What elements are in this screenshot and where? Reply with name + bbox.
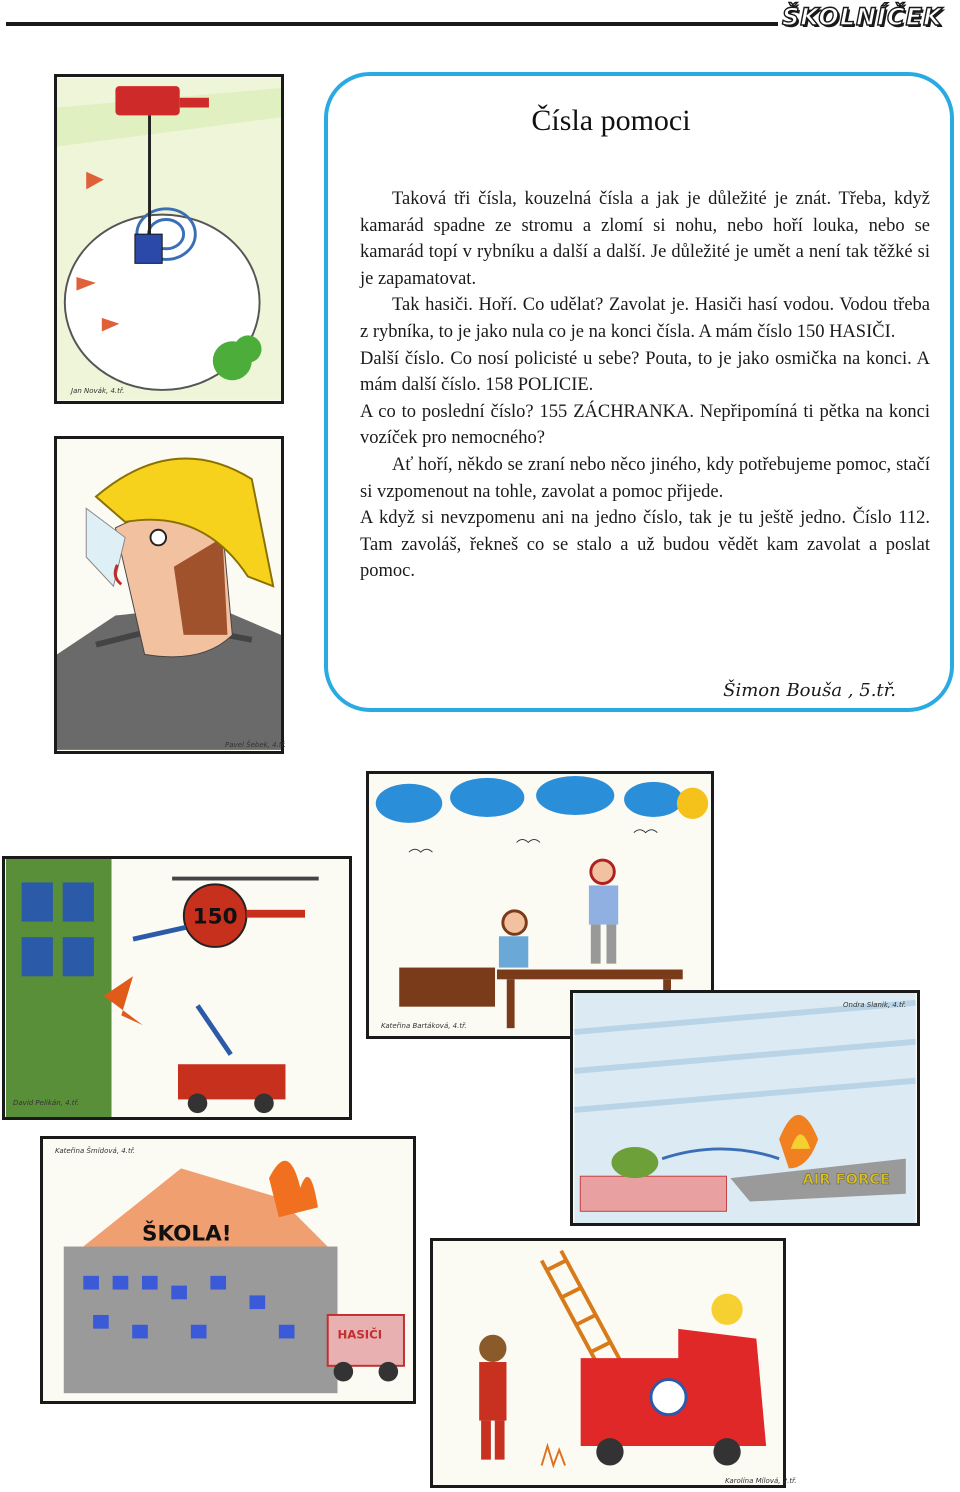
drawing-plane-fire bbox=[570, 990, 920, 1226]
drawing-helicopter-150 bbox=[2, 856, 352, 1120]
drawing-signature: Ondra Slanik, 4.tř. bbox=[843, 1001, 907, 1009]
drawing-signature: Kateřina Bartáková, 4.tř. bbox=[381, 1022, 467, 1030]
drawing-signature: Jan Novák, 4.tř. bbox=[71, 387, 125, 395]
drawing-signature: Kateřina Šmídová, 4.tř. bbox=[55, 1147, 136, 1155]
article-paragraph: Ať hoří, někdo se zraní nebo něco jiného, kdy potřebujeme pomoc, stačí si vzpomenout na tohle, zavolat a pomoc přijede. bbox=[360, 454, 930, 502]
drawing-fire-truck-girl bbox=[430, 1238, 797, 1488]
fire-truck-illustration bbox=[433, 1241, 783, 1485]
masthead-logo: ŠKOLNÍČEK bbox=[782, 3, 943, 31]
article-title: Čísla pomoci bbox=[531, 104, 691, 137]
helicopter-150-illustration bbox=[5, 859, 349, 1117]
drawing-signature: Karolína Mílová, 2.tř. bbox=[725, 1477, 797, 1485]
article-author: Šimon Bouša , 5.tř. bbox=[723, 680, 896, 701]
article-paragraph: Další číslo. Co nosí policisté u sebe? Pouta, to je jako osmička na konci. A mám další číslo. 158 POLICIE. bbox=[360, 348, 930, 396]
truck-sign: HASIČI bbox=[337, 1327, 383, 1342]
drawing-signature: Pavel Šebek, 4.tř. bbox=[225, 741, 287, 749]
article-paragraph: Taková tři čísla, kouzelná čísla a jak je důležité je znát. Třeba, když kamarád spadne ze stromu a zlomí si nohu, nebo hoří louka, nebo se kamarád topí v rybníku a další a další. Je důležité je umět a není tak těžké si je zapamatovat. bbox=[360, 189, 930, 289]
article-card bbox=[324, 72, 954, 712]
helicopter-number: 150 bbox=[192, 904, 238, 930]
drawing-helicopter-rescue bbox=[54, 74, 284, 404]
drawing-school-fire bbox=[40, 1136, 416, 1404]
plane-label: AIR FORCE bbox=[802, 1171, 890, 1189]
school-fire-illustration bbox=[43, 1139, 413, 1401]
drawing-firefighter-portrait bbox=[54, 436, 287, 754]
helicopter-rescue-illustration bbox=[57, 77, 281, 401]
article-paragraph: Tak hasiči. Hoří. Co udělat? Zavolat je. Hasiči hasí vodou. Vodou třeba z rybníka, to je jako nula co je na konci čísla. A mám číslo 150 HASIČI. bbox=[360, 295, 930, 342]
plane-fire-illustration bbox=[573, 993, 917, 1223]
drawing-signature: David Pelikán, 4.tř. bbox=[13, 1099, 79, 1107]
article-body bbox=[360, 186, 930, 585]
school-sign: ŠKOLA! bbox=[141, 1221, 232, 1247]
article-paragraph: A co to poslední číslo? 155 ZÁCHRANKA. Nepřipomíná ti pětka na konci vozíček pro nemocného? bbox=[360, 401, 930, 449]
firefighter-illustration bbox=[57, 439, 281, 751]
article-paragraph: A když si nevzpomenu ani na jedno číslo, tak je tu ještě jedno. Číslo 112. Tam zavoláš, řekneš co se stalo a už budou vědět kam zavolat a poslat pomoc. bbox=[360, 508, 930, 582]
header-rule bbox=[6, 22, 778, 26]
